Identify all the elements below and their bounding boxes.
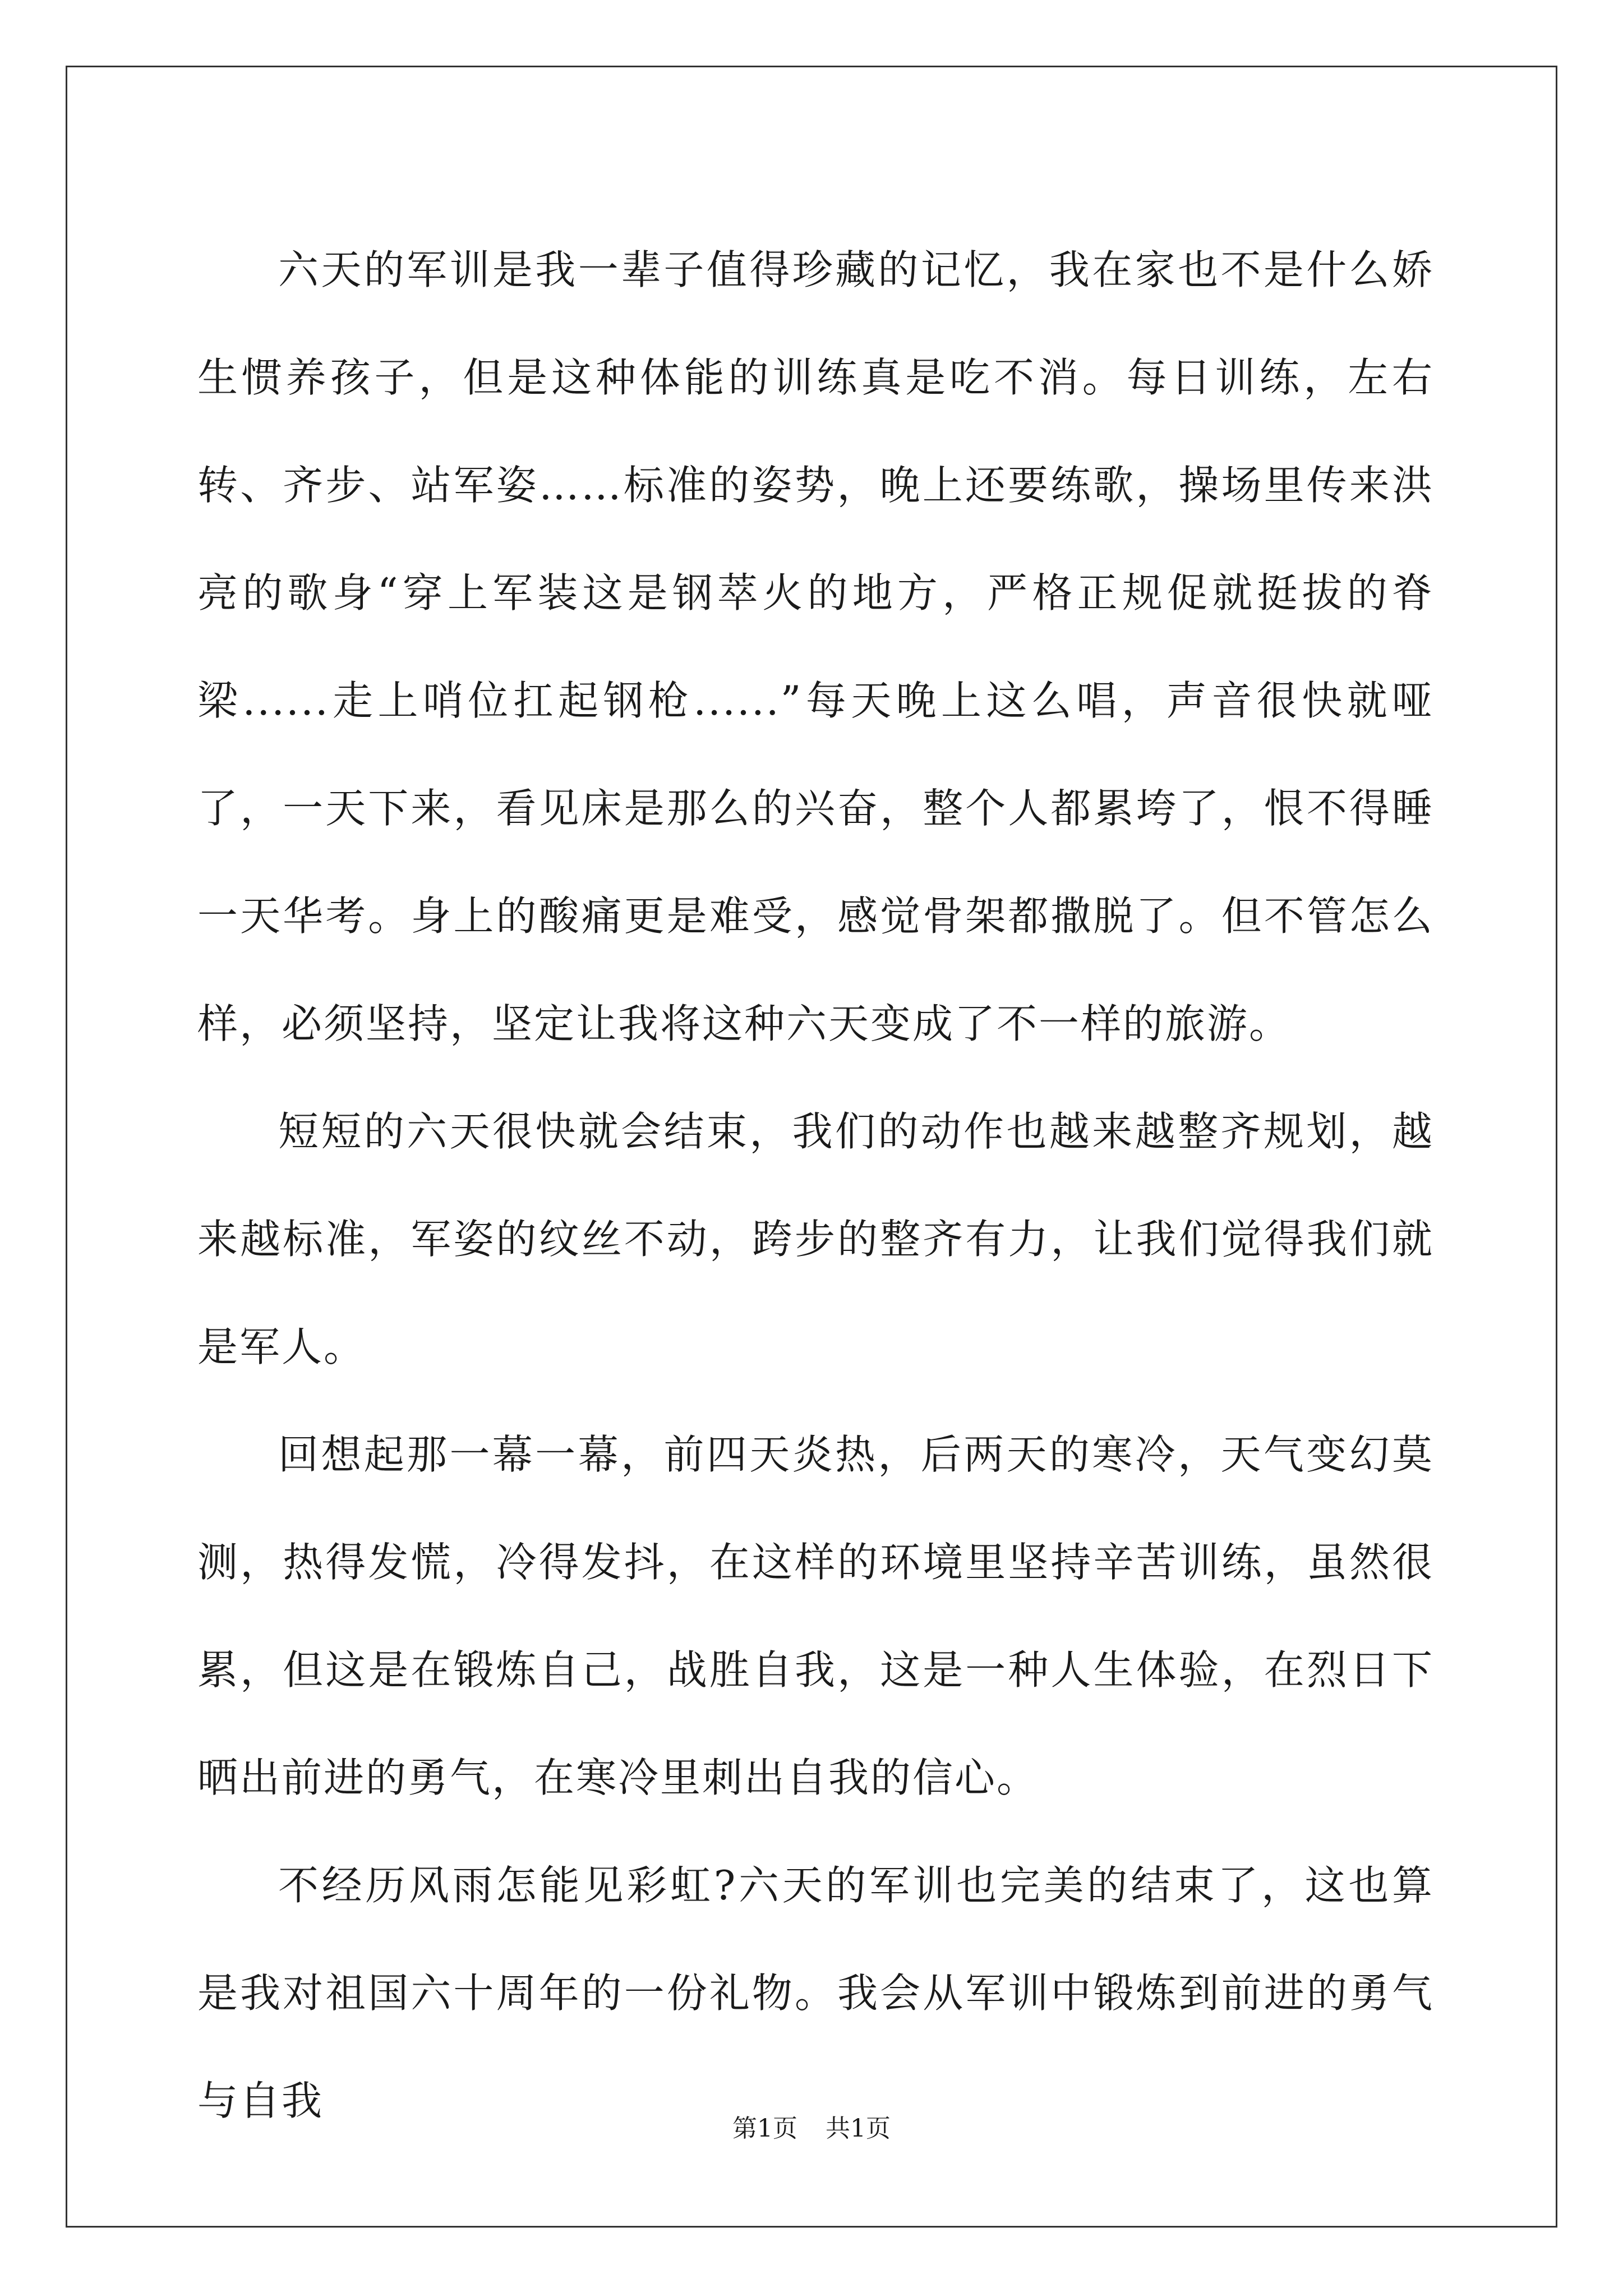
page-footer (0, 2108, 1623, 2144)
paragraph-3: 回想起那一幕一幕，前四天炎热，后两天的寒冷，天气变幻莫测，热得发慌，冷得发抖，在这样的环境里坚持辛苦训练，虽然很累，但这是在锻炼自己，战胜自我，这是一种人生体验，在烈日下晒出前进的勇气，在寒冷里刺出自我的信心。 (197, 1431, 1434, 1801)
page-total: 共1页 (826, 2114, 891, 2143)
paragraph-1: 六天的军训是我一辈子值得珍藏的记忆，我在家也不是什么娇生惯养孩子，但是这种体能的训练真是吃不消。每日训练，左右转、齐步、站军姿……标准的姿势，晚上还要练歌，操场里传来洪亮的歌身“穿上军装这是钢萃火的地方，严格正规促就挺拔的脊梁......走上哨位扛起钢枪......”每天晚上这么唱，声音很快就哑了，一天下来，看见床是那么的兴奋，整个人都累垮了，恨不得睡一天华考。身上的酸痛更是难受，感觉骨架都撒脱了。但不管怎么样，必须坚持，坚定让我将这种六天变成了不一样的旅游。 (197, 246, 1434, 1047)
page-number: 第1页 (732, 2114, 797, 2143)
paragraph-2: 短短的六天很快就会结束，我们的动作也越来越整齐规划，越来越标准，军姿的纹丝不动，跨步的整齐有力，让我们觉得我们就是军人。 (197, 1108, 1434, 1370)
paragraph-4: 不经历风雨怎能见彩虹?六天的军训也完美的结束了，这也算是我对祖国六十周年的一份礼物。我会从军训中锻炼到前进的勇气与自我 (197, 1862, 1434, 2124)
document-body (197, 216, 1434, 2155)
